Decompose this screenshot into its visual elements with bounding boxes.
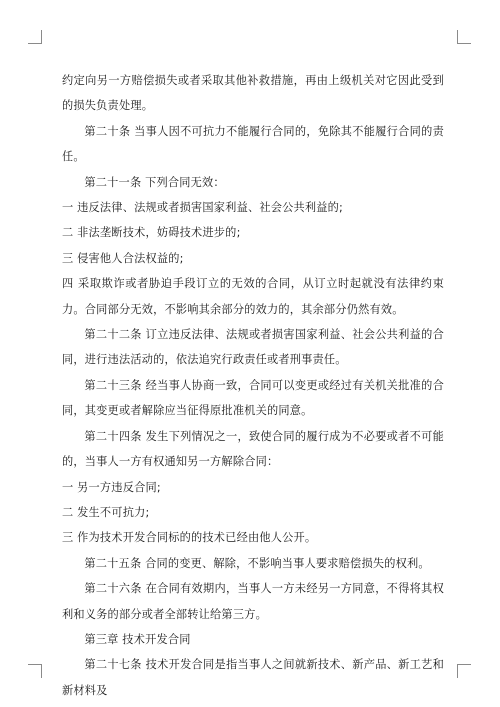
paragraph: 第二十五条 合同的变更、解除，不影响当事人要求赔偿损失的权利。	[84, 556, 430, 570]
paragraph: 第二十七条 技术开发合同是指当事人之间就新技术、新产品、新工艺和新材料及	[62, 658, 444, 697]
crop-mark-bottom-right	[457, 664, 471, 678]
crop-mark-top-right	[457, 30, 471, 44]
paragraph: 第二十二条 订立违反法律、法规或者损害国家利益、社会公共利益的合同，进行违法活动的，依法追究行政责任或者刑事责任。	[62, 328, 444, 367]
list-item: 三 作为技术开发合同标的的技术已经由他人公开。	[62, 531, 317, 545]
crop-mark-top-left	[28, 30, 42, 44]
list-item: 三 侵害他人合法权益的;	[62, 251, 184, 265]
list-item: 二 非法垄断技术，妨碍技术进步的;	[62, 226, 241, 240]
chapter-heading: 第三章 技术开发合同	[84, 632, 191, 646]
paragraph: 第二十四条 发生下列情况之一，致使合同的履行成为不必要或者不可能的，当事人一方有权通知另一方解除合同：	[62, 429, 444, 469]
document-body	[62, 68, 444, 703]
paragraph: 第二十条 当事人因不可抗力不能履行合同的，免除其不能履行合同的责任。	[62, 124, 444, 164]
paragraph: 第二十六条 在合同有效期内，当事人一方未经另一方同意，不得将其权利和义务的部分或者全部转让给第三方。	[62, 582, 444, 621]
list-item: 一 违反法律、法规或者损害国家利益、社会公共利益的;	[62, 201, 344, 215]
list-item: 一 另一方违反合同;	[62, 480, 161, 494]
list-item: 二 发生不可抗力;	[62, 505, 150, 519]
crop-mark-bottom-left	[28, 664, 42, 678]
paragraph: 第二十三条 经当事人协商一致，合同可以变更或经过有关机关批准的合同，其变更或者解除应当征得原批准机关的同意。	[62, 378, 444, 418]
list-item: 四 采取欺诈或者胁迫手段订立的无效的合同，从订立时起就没有法律约束力。合同部分无效，不影响其余部分的效力的，其余部分仍然有效。	[62, 277, 444, 316]
paragraph: 约定向另一方赔偿损失或者采取其他补救措施，再由上级机关对它因此受到的损失负责处理。	[62, 74, 444, 113]
paragraph: 第二十一条 下列合同无效：	[84, 175, 225, 189]
